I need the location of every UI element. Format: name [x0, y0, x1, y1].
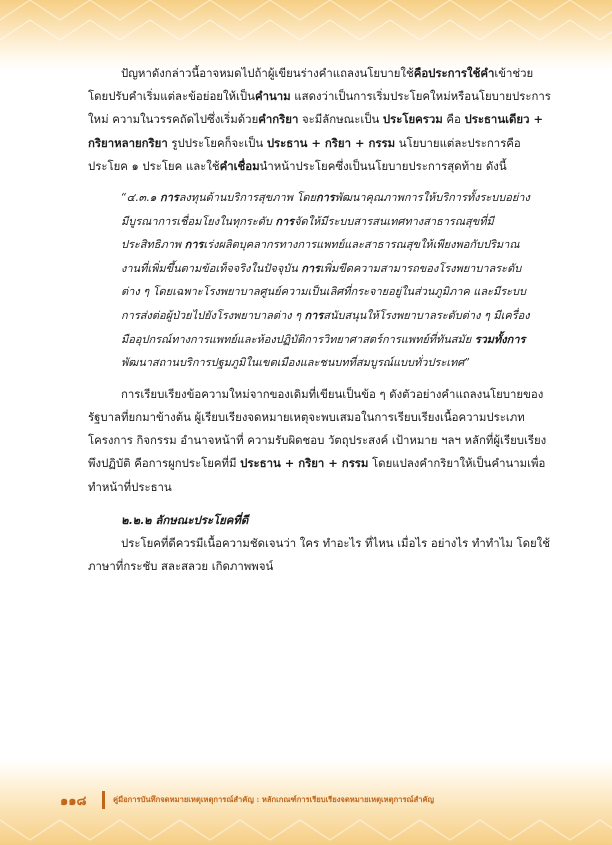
text-run: จะมีลักษณะเป็น — [298, 112, 383, 127]
emphasis-text: การ — [184, 238, 204, 252]
emphasis-text: ประธานเดียว + กริยาหลายกริยา — [88, 112, 543, 150]
emphasis-text: คำเชื่อม — [219, 158, 260, 173]
header-chevron-pattern — [0, 0, 612, 70]
paragraph-rewriting — [88, 383, 554, 499]
text-run: รูปประโยคก็จะเป็น — [167, 135, 267, 150]
text-run: เร่งผลิตบุคลากรทางการแพทย์และสาธารณสุขให้เพียงพอกับปริมาณงานที่เพิ่มขึ้นตามข้อเท็จจริงในปัจจุบัน — [121, 238, 520, 275]
page-footer — [60, 790, 434, 810]
text-run: เข้าช่วย โดยปรับคำเริ่มแต่ละข้อย่อยให้เป็น — [88, 66, 534, 104]
text-run: ประโยคที่ดีควรมีเนื้อความชัดเจนว่า ใคร ทำอะไร ที่ไหน เมื่อไร อย่างไร ทำทำไม โดยใช้ภาษาที่กระชับ สละสลวย เกิดภาพพจน์ — [88, 535, 550, 574]
footer-divider — [102, 791, 105, 809]
text-run: คือ — [442, 112, 465, 127]
text-run: นำหน้าประโยคซึ่งเป็นนโยบายประการสุดท้าย ดังนี้ — [259, 158, 507, 173]
running-title: คู่มือการบันทึกจดหมายเหตุเหตุการณ์สำคัญ : หลักเกณฑ์การเรียบเรียงจดหมายเหตุเหตุการณ์สำคัญ — [113, 795, 435, 804]
emphasis-text: รวมทั้งการ — [474, 332, 526, 346]
emphasis-text: คำนาม — [254, 89, 291, 104]
section-heading: ๒.๒.๒ ลักษณะประโยคที่ดี — [121, 512, 249, 527]
text-run: แสดงว่าเป็นการเริ่มประโยคใหม่หรือนโยบายประการใหม่ ความในวรรคถัดไปซึ่งเริ่มด้วย — [88, 89, 551, 127]
emphasis-text: การ — [159, 191, 179, 205]
emphasis-text: การ — [304, 308, 324, 322]
header-decoration — [0, 0, 612, 70]
emphasis-text: การ — [315, 191, 335, 205]
text-run: ลงทุนด้านบริการสุขภาพ โดย — [178, 191, 316, 205]
emphasis-text: ประธาน + กริยา + กรรม — [240, 456, 369, 471]
text-run: “๔.๓.๑ — [121, 191, 160, 205]
text-run: การเรียบเรียงข้อความใหม่จากของเดิมที่เขียนเป็นข้อ ๆ ดังตัวอย่างคำแถลงนโยบายของรัฐบาลที่ยกมาข้างต้น ผู้เรียบเรียงจดหมายเหตุจะพบเสมอในการเรียบเรียงเนื้อความประเภท โครงการ กิจกรรม อำนาจหน้าที่ ความรับผิดชอบ วัตถุประสงค์ เป้าหมาย ฯลฯ หลักที่ผู้เรียบเรียงพึงปฏิบัติ คือการผูกประโยคที่มี — [88, 386, 547, 471]
text-run: พัฒนาสถานบริการปฐมภูมิในเขตเมืองและชนบทที่สมบูรณ์แบบทั่วประเทศ” — [121, 356, 470, 370]
paragraph-good-sentence — [88, 532, 554, 578]
paragraph-policy-explanation — [88, 62, 554, 178]
emphasis-text: คำกริยา — [258, 112, 299, 127]
text-run: นโยบายแต่ละประการคือประโยค ๑ ประโยค และใช้ — [88, 135, 521, 173]
page-number: ๑๑๘ — [60, 793, 87, 809]
text-run: พัฒนาคุณภาพการให้บริการทั้งระบบอย่างมีบูรณาการเชื่อมโยงในทุกระดับ — [121, 191, 530, 228]
page-content — [88, 62, 554, 578]
text-run: ปัญหาดังกล่าวนี้อาจหมดไปถ้าผู้เขียนร่างคำแถลงนโยบายใช้ — [121, 66, 414, 80]
text-run: เพิ่มขีดความสามารถของโรงพยาบาลระดับต่าง ๆ โดยเฉพาะโรงพยาบาลศูนย์ความเป็นเลิศที่กระจายอยู่ในส่วนภูมิภาค และมีระบบการส่งต่อผู้ป่วยไปยังโรงพยาบาลต่าง ๆ — [121, 261, 526, 322]
text-run: จัดให้มีระบบสารสนเทศทางสาธารณสุขที่มีประสิทธิภาพ — [121, 214, 494, 252]
policy-quote — [88, 186, 554, 375]
emphasis-text: ประธาน + กริยา + กรรม — [266, 135, 396, 150]
emphasis-text: คือประการใช้คำ — [413, 66, 495, 80]
text-run: สนับสนุนให้โรงพยาบาลระดับต่าง ๆ มีเครื่องมืออุปกรณ์ทางการแพทย์และห้องปฏิบัติการวิทยาศาสตร์การแพทย์ที่ทันสมัย — [121, 308, 530, 346]
emphasis-text: การ — [275, 214, 295, 228]
emphasis-text: ประโยครวม — [382, 112, 443, 127]
emphasis-text: การ — [301, 261, 321, 275]
text-run: โดยแปลงคำกริยาให้เป็นคำนามเพื่อทำหน้าที่ประธาน — [88, 456, 546, 494]
